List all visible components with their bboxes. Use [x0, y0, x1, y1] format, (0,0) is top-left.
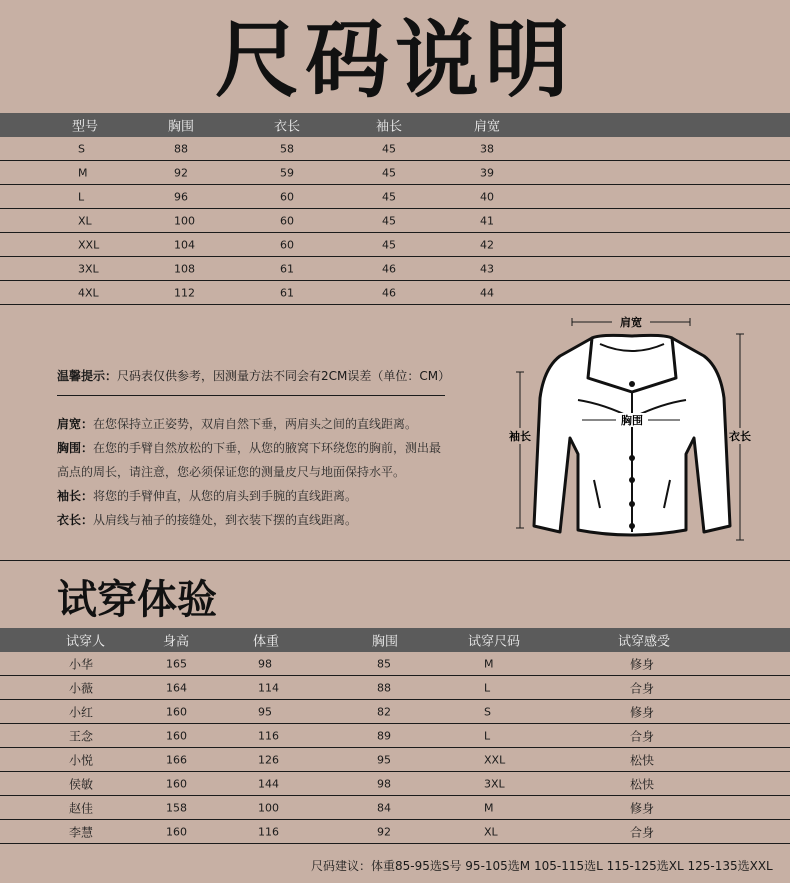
desc-sleeve-text: 将您的手臂伸直，从您的肩头到手腕的直线距离。 — [93, 489, 358, 503]
size-cell: 44 — [480, 286, 494, 300]
size-table-row — [0, 185, 790, 209]
shoulder-label: 肩宽 — [620, 316, 642, 329]
trial-cell: 89 — [377, 729, 391, 743]
trial-cell: 小薇 — [69, 681, 94, 696]
trial-table-row — [0, 748, 790, 772]
trial-header-cell: 试穿尺码 — [468, 634, 521, 650]
tip-label: 温馨提示： — [57, 369, 118, 383]
desc-sleeve — [57, 484, 457, 508]
size-table-row — [0, 161, 790, 185]
trial-cell: 144 — [258, 777, 279, 791]
trial-cell: 小华 — [69, 657, 94, 672]
trial-cell: M — [484, 801, 494, 815]
size-cell: 41 — [480, 214, 494, 228]
trial-header-cell: 试穿人 — [66, 634, 106, 650]
desc-length-term: 衣长： — [57, 513, 94, 527]
trial-header-cell: 身高 — [163, 634, 190, 650]
trial-cell: 松快 — [630, 777, 655, 792]
size-cell: 46 — [382, 262, 396, 276]
trial-cell: 98 — [377, 777, 391, 791]
trial-cell: 3XL — [484, 777, 505, 791]
trial-cell: 王念 — [69, 729, 94, 744]
jacket-diagram — [500, 308, 770, 558]
trial-cell: 160 — [166, 729, 187, 743]
trial-cell: 82 — [377, 705, 391, 719]
size-cell: S — [78, 142, 85, 156]
size-cell: 38 — [480, 142, 494, 156]
tip-text: 尺码表仅供参考，因测量方法不同会有2CM误差（单位：CM） — [117, 369, 451, 383]
size-cell: 42 — [480, 238, 494, 252]
size-cell: 60 — [280, 214, 294, 228]
size-cell: 45 — [382, 166, 396, 180]
desc-chest — [57, 436, 457, 460]
trial-cell: 合身 — [630, 681, 655, 696]
trial-cell: 85 — [377, 657, 391, 671]
trial-cell: 165 — [166, 657, 187, 671]
size-cell: 39 — [480, 166, 494, 180]
size-header-cell: 袖长 — [376, 119, 403, 135]
size-cell: 60 — [280, 190, 294, 204]
size-header-cell: 衣长 — [274, 119, 301, 135]
trial-cell: 92 — [377, 825, 391, 839]
trial-cell: 修身 — [630, 657, 655, 672]
size-table-row — [0, 137, 790, 161]
trial-table-row — [0, 676, 790, 700]
trial-cell: L — [484, 681, 491, 695]
trial-cell: 166 — [166, 753, 187, 767]
size-cell: 43 — [480, 262, 494, 276]
trial-table-header — [0, 628, 790, 652]
size-header-cell: 胸围 — [168, 119, 195, 135]
size-cell: M — [78, 166, 88, 180]
trial-cell: S — [484, 705, 491, 719]
section-divider — [0, 560, 790, 561]
tip — [57, 367, 450, 384]
size-cell: 60 — [280, 238, 294, 252]
trial-cell: 114 — [258, 681, 279, 695]
tip-divider — [57, 395, 445, 396]
trial-cell: 小悦 — [69, 753, 94, 768]
trial-cell: 164 — [166, 681, 187, 695]
trial-cell: 88 — [377, 681, 391, 695]
size-cell: 59 — [280, 166, 294, 180]
page-title: 尺码说明 — [214, 11, 575, 109]
size-header-cell: 肩宽 — [474, 119, 501, 135]
trial-table-row — [0, 700, 790, 724]
size-cell: 88 — [174, 142, 188, 156]
desc-chest-text: 在您的手臂自然放松的下垂，从您的腋窝下环绕您的胸前，测出最 — [93, 441, 442, 455]
length-label: 衣长 — [729, 430, 751, 443]
trial-title: 试穿体验 — [57, 577, 217, 623]
trial-header-cell: 胸围 — [372, 634, 399, 650]
chest-label: 胸围 — [621, 414, 643, 427]
size-cell: 40 — [480, 190, 494, 204]
trial-cell: L — [484, 729, 491, 743]
size-cell: 108 — [174, 262, 195, 276]
size-table-header — [0, 113, 790, 137]
trial-table-row — [0, 652, 790, 676]
trial-cell: 116 — [258, 729, 279, 743]
trial-cell: 160 — [166, 825, 187, 839]
trial-cell: 84 — [377, 801, 391, 815]
desc-chest-text2: 高点的周长，请注意，您必须保证您的测量皮尺与地面保持水平。 — [57, 465, 406, 479]
trial-header-cell: 试穿感受 — [618, 634, 671, 650]
trial-cell: 合身 — [630, 729, 655, 744]
desc-shoulder-text: 在您保持立正姿势，双肩自然下垂，两肩头之间的直线距离。 — [93, 417, 418, 431]
trial-cell: XXL — [484, 753, 506, 767]
size-table-row — [0, 209, 790, 233]
trial-cell: 侯敏 — [69, 777, 94, 792]
size-cell: 45 — [382, 190, 396, 204]
desc-chest-cont — [57, 460, 457, 484]
desc-shoulder-term: 肩宽： — [57, 417, 94, 431]
desc-length-text: 从肩线与袖子的接缝处，到衣装下摆的直线距离。 — [93, 513, 358, 527]
size-cell: 3XL — [78, 262, 99, 276]
size-cell: 61 — [280, 262, 294, 276]
trial-cell: 95 — [258, 705, 272, 719]
trial-cell: 小红 — [69, 705, 94, 720]
desc-shoulder — [57, 412, 457, 436]
size-table-row — [0, 257, 790, 281]
size-cell: 96 — [174, 190, 188, 204]
trial-cell: 赵佳 — [69, 801, 94, 816]
sleeve-label: 袖长 — [509, 430, 531, 443]
size-cell: 45 — [382, 214, 396, 228]
size-cell: 61 — [280, 286, 294, 300]
trial-cell: XL — [484, 825, 498, 839]
trial-cell: 合身 — [630, 825, 655, 840]
trial-cell: 158 — [166, 801, 187, 815]
trial-cell: 98 — [258, 657, 272, 671]
size-cell: 104 — [174, 238, 195, 252]
row-divider — [0, 843, 790, 844]
size-cell: 100 — [174, 214, 195, 228]
desc-length — [57, 508, 457, 532]
size-cell: L — [78, 190, 85, 204]
size-cell: XXL — [78, 238, 100, 252]
size-cell: 92 — [174, 166, 188, 180]
trial-table-row — [0, 772, 790, 796]
trial-header-cell: 体重 — [253, 634, 280, 650]
size-cell: 45 — [382, 142, 396, 156]
trial-table-row — [0, 724, 790, 748]
trial-cell: 126 — [258, 753, 279, 767]
trial-table-row — [0, 820, 790, 844]
trial-cell: 松快 — [630, 753, 655, 768]
desc-sleeve-term: 袖长： — [57, 489, 94, 503]
size-cell: 4XL — [78, 286, 99, 300]
size-suggestion: 尺码建议：体重85-95选S号 95-105选M 105-115选L 115-125选XL 125-135选XXL — [311, 859, 773, 873]
size-header-cell: 型号 — [72, 119, 99, 135]
trial-cell: 100 — [258, 801, 279, 815]
trial-cell: 116 — [258, 825, 279, 839]
desc-chest-term: 胸围： — [57, 441, 94, 455]
trial-cell: 李慧 — [69, 825, 94, 840]
size-cell: 58 — [280, 142, 294, 156]
trial-cell: 160 — [166, 705, 187, 719]
size-cell: XL — [78, 214, 92, 228]
size-cell: 46 — [382, 286, 396, 300]
size-cell: 45 — [382, 238, 396, 252]
row-divider — [0, 304, 790, 305]
trial-cell: 160 — [166, 777, 187, 791]
trial-cell: 修身 — [630, 705, 655, 720]
size-table-row — [0, 281, 790, 305]
trial-table-row — [0, 796, 790, 820]
size-table-row — [0, 233, 790, 257]
trial-cell: M — [484, 657, 494, 671]
trial-cell: 95 — [377, 753, 391, 767]
size-cell: 112 — [174, 286, 195, 300]
trial-cell: 修身 — [630, 801, 655, 816]
